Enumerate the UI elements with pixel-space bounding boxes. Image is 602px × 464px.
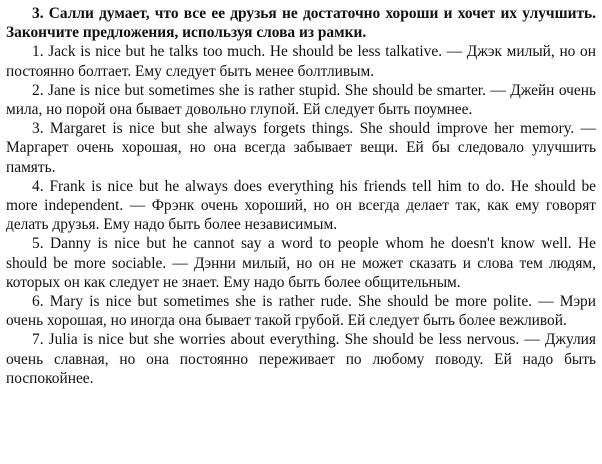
item-number: 5. <box>32 235 44 253</box>
item-text: Jack is nice but he talks too much. He should be less talkative. — Джэк милый, но он постоянно болтает. Ему следует быть менее болтливым. <box>6 43 596 80</box>
item-text: Frank is nice but he always does everything his friends tell him to do. He should be more independent. — Фрэнк очень хороший, но он всегда делает так, как ему говорят делать друзья. Ему надо быть более независимым. <box>6 177 596 234</box>
exercise-item-4 <box>6 177 596 235</box>
item-text: Jane is nice but sometimes she is rather stupid. She should be smarter. — Джейн очень мила, но порой она бывает довольно глупой. Ей следует быть поумнее. <box>6 81 596 119</box>
exercise-item-1 <box>6 42 596 80</box>
exercise-heading: 3. Салли думает, что все ее друзья не достаточно хороши и хочет их улучшить. Закончите предложения, используя слова из рамки. <box>6 5 596 42</box>
item-text: Margaret is nice but she always forgets things. She should improve her memory. — Маргарет очень хорошая, но она всегда забывает вещи. Ей бы следовало улучшить память. <box>6 120 596 176</box>
item-number: 3. <box>32 120 44 138</box>
item-text: Danny is nice but he cannot say a word to people whom he doesn't know well. He should be more sociable. — Дэнни милый, но он не может сказать и слова тем людям, которых он как следует не знает. Ему надо быть более общительным. <box>6 235 596 291</box>
item-text: Julia is nice but she worries about everything. She should be less nervous. — Джулия очень славная, но она постоянно переживает по любому поводу. Ей надо быть поспокойнее. <box>6 331 596 387</box>
exercise-item-6 <box>6 292 596 330</box>
exercise-item-5 <box>6 234 596 292</box>
item-number: 1. <box>32 43 44 61</box>
exercise-item-2 <box>6 81 596 119</box>
exercise-item-7 <box>6 330 596 388</box>
item-number: 6. <box>32 293 44 311</box>
item-number: 7. <box>32 331 44 349</box>
exercise-item-3 <box>6 119 596 177</box>
item-number: 4. <box>32 177 44 195</box>
item-text: Mary is nice but sometimes she is rather rude. She should be more polite. — Мэри очень хорошая, но иногда она бывает такой грубой. Ей следует быть более вежливой. <box>6 293 596 330</box>
item-number: 2. <box>32 81 44 99</box>
